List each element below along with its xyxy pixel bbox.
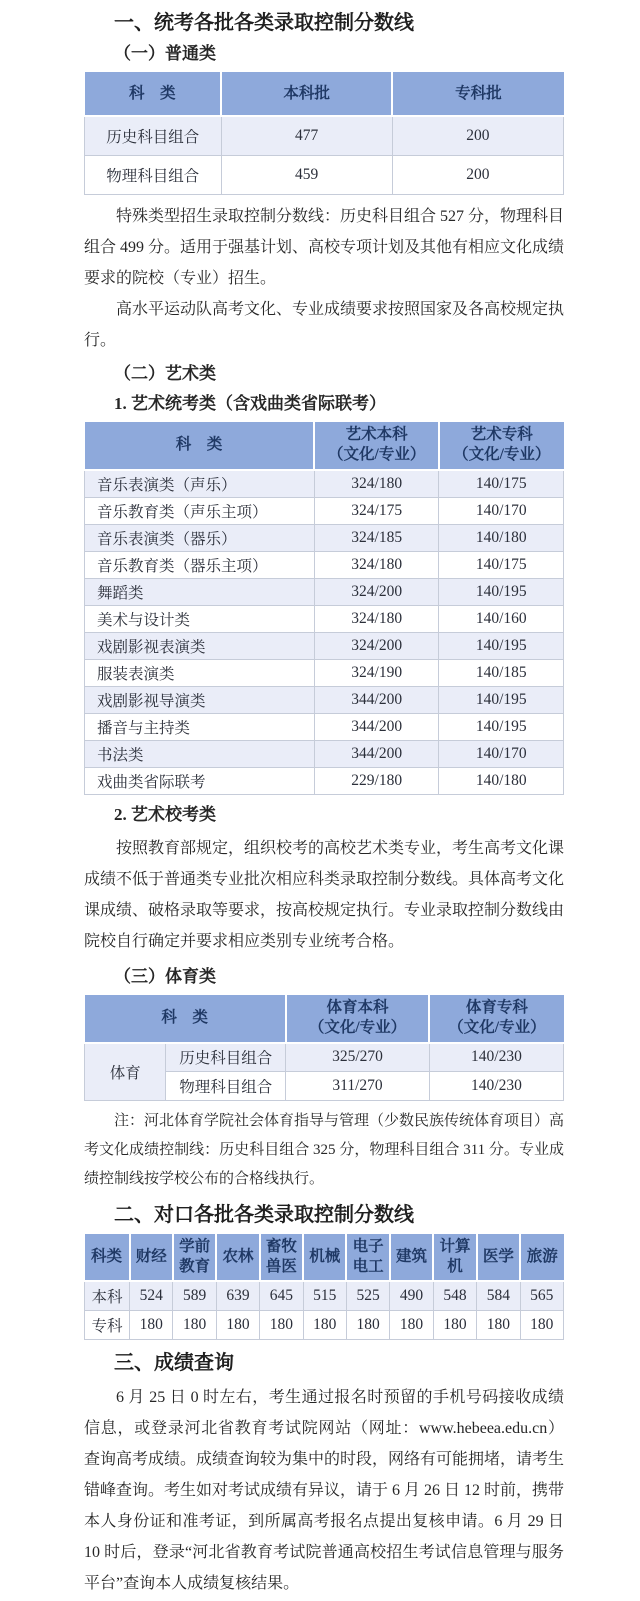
cell-benke: 459	[221, 155, 392, 194]
col-header-jixie: 机械	[303, 1234, 346, 1281]
table-row	[85, 551, 564, 578]
col-header-jianzhu: 建筑	[390, 1234, 433, 1281]
cell-value: 180	[130, 1310, 173, 1339]
col-header-yixue: 医学	[477, 1234, 520, 1281]
subsection-title-art-unified: 1. 艺术统考类（含戏曲类省际联考）	[114, 393, 386, 413]
col-header-lvyou: 旅游	[520, 1234, 563, 1281]
col-header-nonglin: 农林	[216, 1234, 259, 1281]
cell-value: 589	[173, 1281, 216, 1310]
cell-ben: 324/185	[314, 524, 439, 551]
table-row	[85, 497, 564, 524]
subsection-title-art: （二）艺术类	[114, 363, 216, 383]
cell-value: 490	[390, 1281, 433, 1310]
cell-label: 戏剧影视导演类	[85, 686, 315, 713]
paragraph-art-school-exam: 按照教育部规定，组织校考的高校艺术类专业，考生高考文化课成绩不低于普通类专业批次相应科类录取控制分数线。具体高考文化课成绩、破格录取等要求，按高校规定执行。专业录取控制分数线由院校自行确定并要求相应类别专业统考合格。	[84, 839, 565, 950]
cell-ben: 324/175	[314, 497, 439, 524]
table-row	[85, 767, 564, 794]
cell-value: 180	[390, 1310, 433, 1339]
col-header-xueqianjiaoyu: 学前教育	[173, 1234, 216, 1281]
cell-label: 物理科目组合	[85, 155, 222, 194]
paragraph-sports-note: 注：河北体育学院社会体育指导与管理（少数民族传统体育项目）高考文化成绩控制线：历史科目组合 325 分，物理科目组合 311 分。专业成绩控制线按学校公布的合格线执行。	[84, 1113, 565, 1187]
table-header-row	[85, 422, 564, 470]
col-header-sports-zhuanke	[429, 995, 563, 1043]
table-row	[85, 686, 564, 713]
col-header-line1: 艺术本科	[345, 426, 408, 443]
cell-label: 美术与设计类	[85, 605, 315, 632]
cell-ben: 325/270	[286, 1043, 430, 1072]
cell-label: 音乐教育类（声乐主项）	[85, 497, 315, 524]
cell-label: 戏剧影视表演类	[85, 632, 315, 659]
col-header-art-zhuanke	[439, 422, 564, 470]
cell-benke: 477	[221, 116, 392, 155]
table-row	[85, 1281, 564, 1310]
table-row	[85, 578, 564, 605]
col-header-line1: 艺术专科	[470, 426, 533, 443]
cell-ben: 344/200	[314, 713, 439, 740]
table-row	[85, 470, 564, 498]
subsection-title-general: （一）普通类	[114, 44, 216, 63]
paragraph-special-types: 特殊类型招生录取控制分数线：历史科目组合 527 分，物理科目组合 499 分。适用于强基计划、高校专项计划及其他有相应文化成绩要求的院校（专业）招生。	[84, 207, 565, 287]
cell-zhuanke: 200	[392, 116, 563, 155]
cell-label: 物理科目组合	[166, 1072, 286, 1101]
cell-value: 565	[520, 1281, 563, 1310]
cell-ben: 344/200	[314, 740, 439, 767]
table-row	[85, 155, 564, 194]
cell-value: 180	[520, 1310, 563, 1339]
cell-zhuan: 140/160	[439, 605, 564, 632]
cell-label: 舞蹈类	[85, 578, 315, 605]
table-duikou-scores	[84, 1234, 564, 1340]
col-header-jisuanji: 计算机	[433, 1234, 476, 1281]
cell-group-label: 体育	[85, 1043, 166, 1101]
cell-label: 专科	[85, 1310, 130, 1339]
cell-value: 525	[346, 1281, 389, 1310]
table-header-row	[85, 72, 564, 116]
cell-zhuan: 140/230	[429, 1043, 563, 1072]
col-header-caijing: 财经	[130, 1234, 173, 1281]
cell-label: 服装表演类	[85, 659, 315, 686]
section-title-unified-exam: 一、统考各批各类录取控制分数线	[114, 12, 414, 34]
table-row	[85, 1310, 564, 1339]
cell-zhuan: 140/185	[439, 659, 564, 686]
cell-ben: 324/180	[314, 470, 439, 498]
table-art-scores	[84, 422, 564, 795]
cell-label: 历史科目组合	[85, 116, 222, 155]
cell-value: 584	[477, 1281, 520, 1310]
cell-label: 本科	[85, 1281, 130, 1310]
cell-zhuanke: 200	[392, 155, 563, 194]
col-header-category: 科类	[85, 1234, 130, 1281]
table-header-row	[85, 995, 564, 1043]
col-header-line2: （文化/专业）	[453, 446, 551, 463]
cell-zhuan: 140/180	[439, 524, 564, 551]
cell-value: 180	[346, 1310, 389, 1339]
cell-ben: 324/180	[314, 551, 439, 578]
cell-zhuan: 140/180	[439, 767, 564, 794]
col-header-line1: 体育专科	[465, 999, 528, 1016]
table-row	[85, 1043, 564, 1072]
col-header-category: 科 类	[85, 422, 315, 470]
section-title-duikou: 二、对口各批各类录取控制分数线	[114, 1204, 414, 1226]
cell-value: 180	[216, 1310, 259, 1339]
col-header-line2: （文化/专业）	[308, 1019, 407, 1036]
cell-value: 180	[433, 1310, 476, 1339]
table-header-row	[85, 1234, 564, 1281]
cell-ben: 229/180	[314, 767, 439, 794]
cell-label: 历史科目组合	[166, 1043, 286, 1072]
cell-zhuan: 140/195	[439, 686, 564, 713]
cell-value: 639	[216, 1281, 259, 1310]
table-row	[85, 632, 564, 659]
cell-zhuan: 140/195	[439, 578, 564, 605]
subsection-title-sports: （三）体育类	[114, 966, 216, 986]
col-header-category: 科 类	[85, 72, 222, 116]
table-row	[85, 740, 564, 767]
table-row	[85, 713, 564, 740]
col-header-art-benke	[314, 422, 439, 470]
paragraph-score-query: 6 月 25 日 0 时左右，考生通过报名时预留的手机号码接收成绩信息，或登录河北省教育考试院网站（网址：www.hebeea.edu.cn）查询高考成绩。成绩查询较为集中的时段，网络有可能拥堵，请考生错峰查询。考生如对考试成绩有异议，请于 6 月 26 日 12 时前，携带本人身份证和准考证，到所属高考报名点提出复核申请。6 月 29 日 10 时后，登录“河北省教育考试院普通高校招生考试信息管理与服务平台”查询本人成绩复核结果。	[84, 1388, 565, 1592]
cell-ben: 311/270	[286, 1072, 430, 1101]
col-header-zhuanke: 专科批	[392, 72, 563, 116]
cell-value: 645	[260, 1281, 303, 1310]
col-header-benke: 本科批	[221, 72, 392, 116]
col-header-sports-benke	[286, 995, 430, 1043]
cell-zhuan: 140/195	[439, 713, 564, 740]
cell-ben: 324/200	[314, 578, 439, 605]
cell-ben: 324/180	[314, 605, 439, 632]
cell-zhuan: 140/170	[439, 497, 564, 524]
cell-zhuan: 140/175	[439, 551, 564, 578]
cell-value: 180	[477, 1310, 520, 1339]
cell-label: 音乐表演类（器乐）	[85, 524, 315, 551]
subsection-title-art-school-exam: 2. 艺术校考类	[114, 804, 216, 824]
cell-ben: 344/200	[314, 686, 439, 713]
cell-ben: 324/190	[314, 659, 439, 686]
table-row	[85, 116, 564, 155]
cell-value: 180	[303, 1310, 346, 1339]
cell-label: 播音与主持类	[85, 713, 315, 740]
cell-zhuan: 140/175	[439, 470, 564, 498]
col-header-xumushouyi: 畜牧兽医	[260, 1234, 303, 1281]
section-title-score-query: 三、成绩查询	[114, 1351, 234, 1374]
cell-value: 515	[303, 1281, 346, 1310]
paragraph-high-level-sports-team: 高水平运动队高考文化、专业成绩要求按照国家及各高校规定执行。	[84, 300, 565, 349]
cell-value: 524	[130, 1281, 173, 1310]
table-row	[85, 605, 564, 632]
table-sports-scores	[84, 995, 564, 1102]
col-header-dianzidiangong: 电子电工	[346, 1234, 389, 1281]
cell-zhuan: 140/195	[439, 632, 564, 659]
cell-zhuan: 140/230	[429, 1072, 563, 1101]
cell-label: 书法类	[85, 740, 315, 767]
cell-label: 音乐教育类（器乐主项）	[85, 551, 315, 578]
table-row	[85, 524, 564, 551]
cell-ben: 324/200	[314, 632, 439, 659]
cell-zhuan: 140/170	[439, 740, 564, 767]
col-header-line2: （文化/专业）	[448, 1019, 546, 1036]
cell-value: 180	[173, 1310, 216, 1339]
col-header-line2: （文化/专业）	[328, 446, 426, 463]
cell-label: 音乐表演类（声乐）	[85, 470, 315, 498]
table-general-scores	[84, 72, 564, 195]
col-header-category: 科 类	[85, 995, 286, 1043]
col-header-line1: 体育本科	[326, 999, 389, 1016]
cell-value: 180	[260, 1310, 303, 1339]
cell-label: 戏曲类省际联考	[85, 767, 315, 794]
table-row	[85, 659, 564, 686]
cell-value: 548	[433, 1281, 476, 1310]
